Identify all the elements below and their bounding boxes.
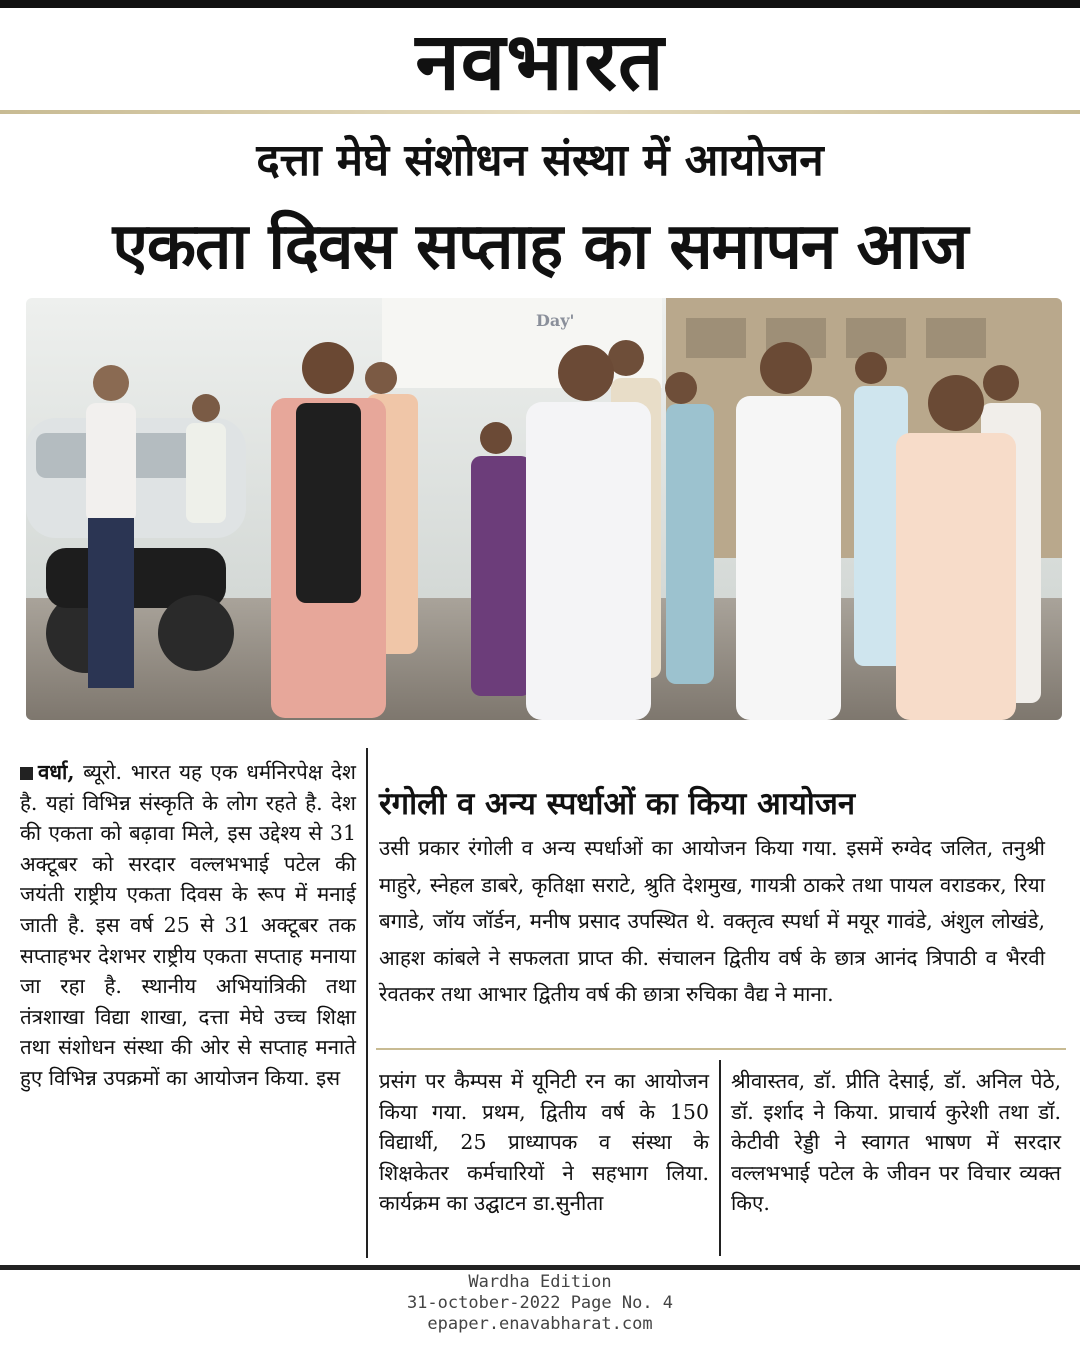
newspaper-masthead: नवभारत xyxy=(415,15,665,108)
paragraph-marker-icon xyxy=(20,767,33,780)
banner-text: Day' xyxy=(536,311,575,330)
article-headline: एकता दिवस सप्ताह का समापन आज xyxy=(112,210,968,284)
top-border xyxy=(0,0,1080,8)
dateline: वर्धा, xyxy=(38,760,75,784)
subheading: रंगोली व अन्य स्पर्धाओं का किया आयोजन xyxy=(379,786,856,822)
edition-date-page: 31-october-2022 Page No. 4 xyxy=(406,1293,674,1313)
masthead-rule xyxy=(0,110,1080,114)
column-divider xyxy=(366,748,368,1258)
lead-body: ब्यूरो. भारत यह एक धर्मनिरपेक्ष देश है. यहां विभिन्न संस्कृति के लोग रहते है. देश की एकता को बढ़ावा मिले, इस उद्देश्य से 31 अक्टूबर को सरदार वल्लभभाई पटेल की जयंती राष्ट्रीय एकता दिवस के रूप में मनाई जाती है. इस वर्ष 25 से 31 अक्टूबर तक सप्ताहभर देशभर राष्ट्रीय एकता सप्ताह मनाया जा रहा है. स्थानीय अभियांत्रिकी तथा तंत्रशाखा विद्या शाखा, दत्ता मेघे उच्च शिक्षा तथा संशोधन संस्था की ओर से सप्ताह मनाते हुए विभिन्न उपक्रमों का आयोजन किया. इस xyxy=(20,760,356,1090)
article-photo xyxy=(26,298,1062,720)
page-bottom-rule xyxy=(0,1265,1080,1270)
epaper-site: epaper.enavabharat.com xyxy=(427,1314,653,1334)
lead-column xyxy=(20,757,356,1094)
article-kicker: दत्ता मेघे संशोधन संस्था में आयोजन xyxy=(256,135,824,186)
edition-name: Wardha Edition xyxy=(468,1272,612,1292)
section-rule xyxy=(376,1048,1066,1050)
right-column: श्रीवास्तव, डॉ. प्रीति देसाई, डॉ. अनिल पेठे, डॉ. इर्शाद ने किया. प्राचार्य कुरेशी तथा डॉ. केटीवी रेड्डी ने स्वागत भाषण में सरदार वल्लभभाई पटेल के जीवन पर विचार व्यक्त किए. xyxy=(731,1069,1061,1216)
column-divider xyxy=(719,1060,721,1256)
middle-column: प्रसंग पर कैम्पस में यूनिटी रन का आयोजन किया गया. प्रथम, द्वितीय वर्ष के 150 विद्यार्थी, 25 प्राध्यापक व संस्था के शिक्षकेतर कर्मचारियों ने सहभाग लिया. कार्यक्रम का उद्घाटन डा.सुनीता xyxy=(379,1069,709,1216)
edition-footer xyxy=(0,1272,1080,1335)
subhead-body: उसी प्रकार रंगोली व अन्य स्पर्धाओं का आयोजन किया गया. इसमें रुग्वेद जलित, तनुश्री माहुरे, स्नेहल डाबरे, कृतिक्षा सराटे, श्रुति देशमुख, गायत्री ठाकरे तथा पायल वराडकर, रिया बगाडे, जॉय जॉर्डन, मनीष प्रसाद उपस्थित थे. वक्तृत्व स्पर्धा में मयूर गावंडे, अंशुल लोखंडे, आहश कांबले ने सफलता प्राप्त की. संचालन द्वितीय वर्ष के छात्र आनंद त्रिपाठी व भैरवी रेवतकर तथा आभार द्वितीय वर्ष की छात्रा रुचिका वैद्य ने माना. xyxy=(379,836,1045,1007)
